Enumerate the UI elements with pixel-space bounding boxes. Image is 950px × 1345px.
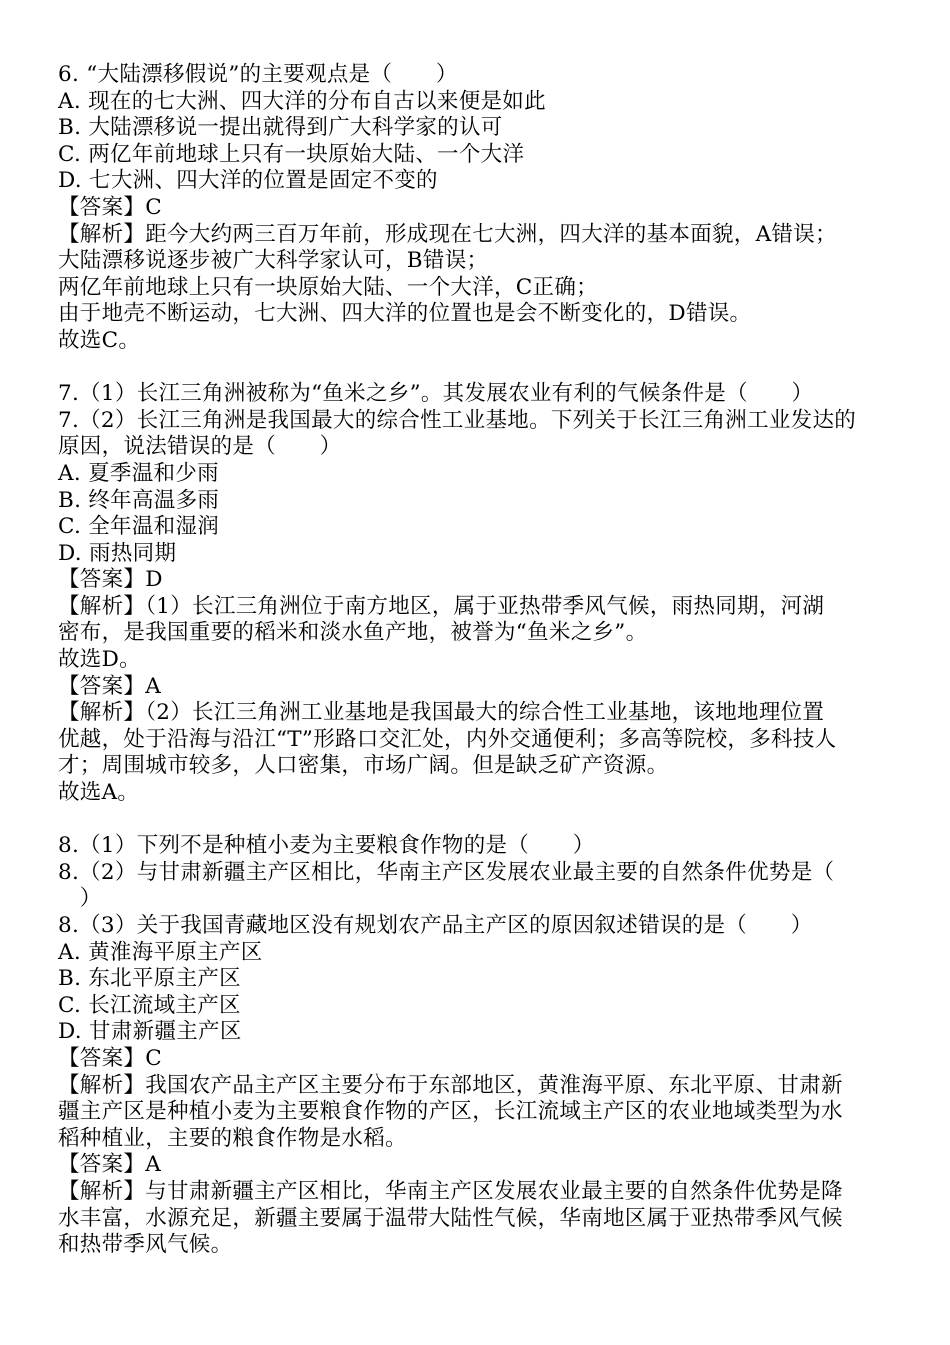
question-7-option-a: A. 夏季温和少雨 [58, 460, 219, 486]
question-8-stem-2: 8.（2）与甘肃新疆主产区相比，华南主产区发展农业最主要的自然条件优势是（ [58, 859, 835, 885]
question-7-answer-1: 【答案】D [58, 567, 163, 593]
question-8-option-d: D. 甘肃新疆主产区 [58, 1019, 242, 1045]
question-7-analysis-2-line: 故选A。 [58, 780, 140, 806]
question-8-option-c: C. 长江流域主产区 [58, 992, 241, 1018]
question-8-answer-2: 【答案】A [58, 1152, 162, 1178]
question-7 [58, 381, 908, 807]
question-7-answer-2: 【答案】A [58, 673, 162, 699]
question-7-analysis-1-line: 密布，是我国重要的稻米和淡水鱼产地，被誉为“鱼米之乡”。 [58, 620, 648, 646]
question-6-analysis-line: 大陆漂移说逐步被广大科学家认可，B错误； [58, 248, 489, 274]
question-6-stem: 6. “大陆漂移假说”的主要观点是（ ） [58, 62, 458, 87]
question-7-option-d: D. 雨热同期 [58, 540, 177, 566]
question-8-stem-2-cont: ） [58, 886, 102, 912]
question-8-stem-1: 8.（1）下列不是种植小麦为主要粮食作物的是（ ） [58, 833, 595, 859]
question-7-analysis-1-line: 故选D。 [58, 647, 141, 673]
question-7-analysis-1-line: 【解析】（1）长江三角洲位于南方地区，属于亚热带季风气候，雨热同期，河湖 [58, 593, 825, 619]
question-8-option-a: A. 黄淮海平原主产区 [58, 939, 263, 965]
spacer [58, 807, 908, 834]
question-7-analysis-2-line: 才；周围城市较多，人口密集，市场广阔。但是缺乏矿产资源。 [58, 753, 669, 779]
question-7-analysis-2-line: 优越，处于沿海与沿江“T”形路口交汇处，内外交通便利；多高等院校，多科技人 [58, 726, 837, 752]
question-6-analysis-line: 故选C。 [58, 327, 141, 353]
question-8 [58, 833, 908, 1259]
question-7-analysis-2-line: 【解析】（2）长江三角洲工业基地是我国最大的综合性工业基地，该地地理位置 [58, 700, 825, 726]
question-6-answer: 【答案】C [58, 194, 162, 220]
question-6 [58, 62, 908, 355]
question-6-option-a: A. 现在的七大洲、四大洋的分布自古以来便是如此 [58, 88, 546, 114]
question-6-option-d: D. 七大洲、四大洋的位置是固定不变的 [58, 168, 438, 194]
question-6-analysis-line: 由于地壳不断运动，七大洲、四大洋的位置也是会不断变化的，D错误。 [58, 301, 752, 327]
spacer [58, 355, 908, 382]
question-6-option-b: B. 大陆漂移说一提出就得到广大科学家的认可 [58, 115, 503, 141]
question-8-analysis-1-line: 稻种植业，主要的粮食作物是水稻。 [58, 1125, 407, 1151]
question-6-option-c: C. 两亿年前地球上只有一块原始大陆、一个大洋 [58, 141, 525, 167]
question-8-analysis-1-line: 疆主产区是种植小麦为主要粮食作物的产区，长江流域主产区的农业地域类型为水 [58, 1099, 843, 1125]
question-6-analysis-line: 两亿年前地球上只有一块原始大陆、一个大洋，C正确； [58, 274, 598, 300]
question-8-option-b: B. 东北平原主产区 [58, 966, 241, 992]
question-8-answer-1: 【答案】C [58, 1045, 162, 1071]
document-page [58, 62, 908, 1259]
question-7-stem-2-cont: 原因，说法错误的是（ ） [58, 434, 342, 460]
question-7-stem-2: 7.（2）长江三角洲是我国最大的综合性工业基地。下列关于长江三角洲工业发达的 [58, 407, 857, 433]
question-8-stem-3: 8.（3）关于我国青藏地区没有规划农产品主产区的原因叙述错误的是（ ） [58, 913, 813, 938]
question-8-analysis-2-line: 【解析】与甘肃新疆主产区相比，华南主产区发展农业最主要的自然条件优势是降 [58, 1178, 843, 1204]
question-8-analysis-2-line: 和热带季风气候。 [58, 1232, 233, 1258]
question-7-option-c: C. 全年温和湿润 [58, 514, 220, 540]
question-7-option-b: B. 终年高温多雨 [58, 487, 220, 513]
question-8-analysis-2-line: 水丰富，水源充足，新疆主要属于温带大陆性气候，华南地区属于亚热带季风气候 [58, 1205, 843, 1231]
question-7-stem-1: 7.（1）长江三角洲被称为“鱼米之乡”。其发展农业有利的气候条件是（ ） [58, 381, 814, 407]
question-8-analysis-1-line: 【解析】我国农产品主产区主要分布于东部地区，黄淮海平原、东北平原、甘肃新 [58, 1072, 843, 1098]
question-6-analysis-line: 【解析】距今大约两三百万年前，形成现在七大洲，四大洋的基本面貌，A错误； [58, 221, 837, 247]
